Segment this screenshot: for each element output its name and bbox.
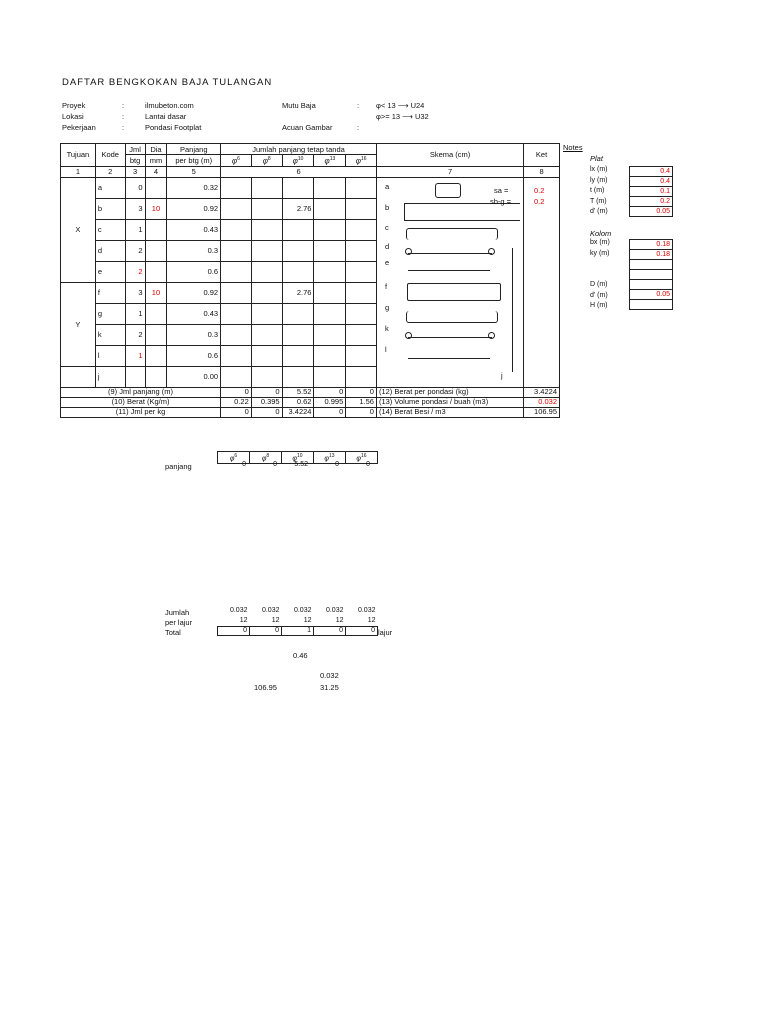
plat-label: Plat: [590, 154, 603, 163]
header-panjang: Panjang: [167, 144, 221, 155]
jumlah-value: 0.032: [293, 607, 312, 614]
mutu-line1: φ< 13 ⟶ U24: [376, 101, 425, 110]
bar-shape-e: [408, 270, 490, 271]
d13-cell: [314, 282, 346, 303]
d6-cell: [221, 324, 252, 345]
mutu-line2: φ>= 13 ⟶ U32: [376, 112, 429, 121]
summary-row: [61, 397, 560, 407]
d8-cell: [251, 198, 282, 219]
perlajur-label: per lajur: [165, 618, 193, 627]
perlajur-value: 12: [335, 617, 344, 624]
panjang-value: 5.52: [294, 461, 308, 468]
diameter-6-header: $\varphi^6$: [218, 452, 250, 464]
panjang-values: [217, 460, 372, 470]
d8-cell: [251, 219, 282, 240]
bar-shape-g: [406, 311, 498, 323]
d6-cell: [221, 366, 252, 387]
panjang-cell: 0.32: [167, 177, 221, 198]
d13-cell: [314, 324, 346, 345]
colnum: 6: [221, 166, 377, 177]
summary-ket: 106.95: [524, 407, 560, 417]
d16-cell: [346, 303, 377, 324]
d6-cell: [221, 177, 252, 198]
summary-value: 0: [346, 407, 377, 417]
note-value: 0.18: [630, 240, 673, 250]
notes-title: Notes: [563, 143, 583, 152]
d10-cell: [282, 366, 314, 387]
summary-label-2: (14) Berat Besi / m3: [376, 407, 523, 417]
d16-cell: [346, 282, 377, 303]
bar-shape-vertical: [512, 248, 513, 372]
header-jumlah: Jumlah panjang tetap tanda: [221, 144, 377, 155]
kolom-label: Kolom: [590, 229, 612, 238]
summary-value: 0: [314, 387, 346, 397]
diameter-10-header: $\varphi^{10}$: [282, 452, 314, 464]
d10-cell: 2.76: [282, 198, 314, 219]
extra-value-4: 31.25: [320, 683, 339, 692]
d6-cell: [221, 261, 252, 282]
d16-cell: [346, 261, 377, 282]
kolom-table: [629, 239, 673, 310]
jml-cell: 0: [125, 177, 145, 198]
colon: :: [122, 101, 125, 110]
tujuan-cell: [61, 366, 96, 387]
d16-cell: [346, 345, 377, 366]
d13-cell: [314, 198, 346, 219]
tujuan-cell: Y: [61, 282, 96, 366]
acuan-label: Acuan Gambar: [282, 123, 333, 132]
pekerjaan-value: Pondasi Footplat: [145, 123, 202, 132]
skema-label: d: [384, 241, 390, 251]
note-label: H (m): [590, 302, 608, 309]
colnum: 7: [376, 166, 523, 177]
skema-label: e: [384, 257, 390, 267]
skema-label: l: [384, 344, 387, 354]
bar-shape-d: [408, 253, 492, 254]
d10-cell: [282, 324, 314, 345]
panjang-cell: 0.6: [167, 261, 221, 282]
kode-cell: e: [95, 261, 125, 282]
d10-cell: 2.76: [282, 282, 314, 303]
summary-value: 0.62: [282, 397, 314, 407]
note-label: T (m): [590, 197, 607, 205]
hook-icon: [488, 248, 495, 255]
panjang-value: 0: [335, 461, 339, 468]
dia-cell: [145, 177, 167, 198]
diameter-8-header: $\varphi^8$: [250, 452, 282, 464]
diameter-13-header: $\varphi^{13}$: [314, 452, 346, 464]
jumlah-value: 0.032: [229, 607, 248, 614]
extra-value-2: 0.032: [320, 671, 339, 680]
ket-cell: [524, 177, 560, 387]
d13-cell: [314, 261, 346, 282]
colnum: 3: [125, 166, 145, 177]
dia-cell: [145, 303, 167, 324]
skema-label: f: [384, 281, 388, 291]
jumlah-label: Jumlah: [165, 608, 190, 617]
skema-label: k: [384, 323, 389, 333]
d10-cell: [282, 345, 314, 366]
panjang-cell: 0.00: [167, 366, 221, 387]
d8-cell: [251, 324, 282, 345]
note-value: 0.05: [630, 290, 673, 300]
note-label: d' (m): [590, 208, 608, 215]
lajur-label: lajur: [378, 628, 393, 637]
d13-cell: [314, 219, 346, 240]
colon: :: [122, 123, 125, 132]
dia-cell: 10: [145, 198, 167, 219]
jml-cell: 1: [125, 303, 145, 324]
kode-cell: b: [95, 198, 125, 219]
summary-label-2: (12) Berat per pondasi (kg): [376, 387, 523, 397]
panjang-value: 0: [242, 461, 246, 468]
pekerjaan-label: Pekerjaan: [62, 123, 96, 132]
perlajur-value: 12: [303, 617, 312, 624]
note-value: 0.05: [630, 207, 673, 217]
note-value: 0.4: [630, 177, 673, 187]
summary-value: 3.4224: [282, 407, 314, 417]
colnum: 8: [524, 166, 560, 177]
summary-label: (10) Berat (Kg/m): [61, 397, 221, 407]
note-value: 0.2: [630, 197, 673, 207]
header-jml-sub: btg: [125, 155, 145, 167]
document-title: DAFTAR BENGKOKAN BAJA TULANGAN: [62, 77, 273, 88]
note-value: [630, 270, 673, 280]
perlajur-value: 12: [271, 617, 280, 624]
summary-value: 0.995: [314, 397, 346, 407]
kode-cell: f: [95, 282, 125, 303]
jumlah-value: 0.032: [325, 607, 344, 614]
total-value: 0: [346, 627, 378, 636]
d6-cell: [221, 198, 252, 219]
dia-cell: [145, 324, 167, 345]
note-label: t (m): [590, 187, 605, 194]
summary-row: [61, 407, 560, 417]
summary-value: 0: [314, 407, 346, 417]
diameter-13-header: $\varphi^{13}$: [314, 155, 346, 167]
colon: :: [357, 101, 360, 110]
panjang-cell: 0.3: [167, 240, 221, 261]
d16-cell: [346, 219, 377, 240]
kode-cell: g: [95, 303, 125, 324]
panjang-label: panjang: [165, 462, 192, 471]
header-skema: Skema (cm): [376, 144, 523, 167]
d13-cell: [314, 345, 346, 366]
skema-label: g: [384, 302, 390, 312]
jml-cell: 1: [125, 345, 145, 366]
d16-cell: [346, 366, 377, 387]
dia-cell: [145, 366, 167, 387]
panjang-cell: 0.43: [167, 219, 221, 240]
perlajur-value: 12: [367, 617, 376, 624]
kode-cell: l: [95, 345, 125, 366]
column-number-row: [61, 166, 560, 177]
d16-cell: [346, 177, 377, 198]
jml-cell: [125, 366, 145, 387]
mutu-label: Mutu Baja: [282, 101, 316, 110]
jumlah-table: [217, 606, 378, 636]
table-row: [61, 177, 560, 198]
panjang-value: 0: [273, 461, 277, 468]
d13-cell: [314, 177, 346, 198]
skema-label: c: [384, 222, 389, 232]
panjang-cell: 0.6: [167, 345, 221, 366]
d10-cell: [282, 177, 314, 198]
bar-shape-c: [406, 228, 498, 240]
skema-label: a: [384, 181, 390, 191]
dia-cell: [145, 345, 167, 366]
kode-cell: j: [95, 366, 125, 387]
plat-table: [629, 166, 673, 217]
colnum: 4: [145, 166, 167, 177]
header-ket: Ket: [524, 144, 560, 167]
colnum: 2: [95, 166, 125, 177]
summary-value: 0: [221, 387, 252, 397]
header-dia-sub: mm: [145, 155, 167, 167]
d13-cell: [314, 303, 346, 324]
header-dia: Dia: [145, 144, 167, 155]
diameter-16-header: $\varphi^{16}$: [346, 452, 378, 464]
jumlah-value: 0.032: [261, 607, 280, 614]
dia-cell: 10: [145, 282, 167, 303]
extra-value-3: 106.95: [254, 683, 277, 692]
note-value: 0.4: [630, 167, 673, 177]
summary-label: (11) Jml per kg: [61, 407, 221, 417]
proyek-value: ilmubeton.com: [145, 101, 194, 110]
summary-label-2: (13) Volume pondasi / buah (m3): [376, 397, 523, 407]
kode-cell: c: [95, 219, 125, 240]
header-jml: Jml: [125, 144, 145, 155]
dia-cell: [145, 261, 167, 282]
summary-value: 0.395: [251, 397, 282, 407]
total-label: Total: [165, 628, 181, 637]
extra-value-1: 0.46: [293, 651, 308, 660]
d13-cell: [314, 240, 346, 261]
hook-icon: [405, 332, 412, 339]
d8-cell: [251, 303, 282, 324]
bar-shape-k: [408, 337, 492, 338]
tujuan-cell: X: [61, 177, 96, 282]
d10-cell: [282, 261, 314, 282]
note-label: D (m): [590, 281, 608, 288]
kode-cell: d: [95, 240, 125, 261]
skema-label: j: [500, 370, 503, 380]
note-label: ly (m): [590, 176, 608, 184]
colon: :: [357, 123, 360, 132]
panjang-cell: 0.92: [167, 198, 221, 219]
ket-sa-label: sa =: [494, 186, 509, 195]
panjang-cell: 0.3: [167, 324, 221, 345]
ket-sbg-label: sb-g =: [490, 197, 512, 206]
diameter-8-header: $\varphi^8$: [251, 155, 282, 167]
summary-label: (9) Jml panjang (m): [61, 387, 221, 397]
d16-cell: [346, 198, 377, 219]
bending-schedule-table: [60, 143, 560, 418]
d8-cell: [251, 345, 282, 366]
ket-sbg-value: 0.2: [534, 197, 545, 206]
kode-cell: a: [95, 177, 125, 198]
hook-icon: [488, 332, 495, 339]
d8-cell: [251, 366, 282, 387]
d6-cell: [221, 345, 252, 366]
note-value: [630, 260, 673, 270]
panjang-cell: 0.92: [167, 282, 221, 303]
d6-cell: [221, 240, 252, 261]
summary-value: 0: [346, 387, 377, 397]
bar-shape-f: [407, 283, 501, 301]
jml-cell: 3: [125, 282, 145, 303]
d6-cell: [221, 303, 252, 324]
d10-cell: [282, 240, 314, 261]
d16-cell: [346, 324, 377, 345]
summary-ket: 0.032: [524, 397, 560, 407]
jml-cell: 2: [125, 261, 145, 282]
d6-cell: [221, 282, 252, 303]
d16-cell: [346, 240, 377, 261]
jumlah-value: 0.032: [357, 607, 376, 614]
diameter-10-header: $\varphi^{10}$: [282, 155, 314, 167]
jml-cell: 3: [125, 198, 145, 219]
total-value: 0: [314, 627, 346, 636]
note-label: ky (m): [590, 249, 610, 257]
d10-cell: [282, 219, 314, 240]
total-value: 0: [250, 627, 282, 636]
colnum: 5: [167, 166, 221, 177]
summary-value: 5.52: [282, 387, 314, 397]
kode-cell: k: [95, 324, 125, 345]
lokasi-label: Lokasi: [62, 112, 84, 121]
note-value: [630, 280, 673, 290]
jml-cell: 2: [125, 324, 145, 345]
note-value: 0.18: [630, 250, 673, 260]
summary-value: 0: [251, 387, 282, 397]
header-kode: Kode: [95, 144, 125, 167]
total-value: 0: [218, 627, 250, 636]
d10-cell: [282, 303, 314, 324]
d8-cell: [251, 261, 282, 282]
d6-cell: [221, 219, 252, 240]
perlajur-value: 12: [239, 617, 248, 624]
diameter-6-header: $\varphi^6$: [221, 155, 252, 167]
summary-row: [61, 387, 560, 397]
jml-cell: 1: [125, 219, 145, 240]
proyek-label: Proyek: [62, 101, 86, 110]
summary-ket: 3.4224: [524, 387, 560, 397]
bar-shape-l: [408, 358, 490, 359]
note-label: bx (m): [590, 239, 610, 246]
panjang-cell: 0.43: [167, 303, 221, 324]
panjang-value: 0: [366, 461, 370, 468]
colnum: 1: [61, 166, 96, 177]
header-panjang-sub: per btg (m): [167, 155, 221, 167]
d8-cell: [251, 177, 282, 198]
diameter-16-header: $\varphi^{16}$: [346, 155, 377, 167]
summary-value: 0: [221, 407, 252, 417]
skema-label: b: [384, 202, 390, 212]
hook-icon: [405, 248, 412, 255]
summary-value: 1.56: [346, 397, 377, 407]
summary-value: 0.22: [221, 397, 252, 407]
lokasi-value: Lantai dasar: [145, 112, 187, 121]
dia-cell: [145, 240, 167, 261]
note-value: [630, 300, 673, 310]
colon: :: [122, 112, 125, 121]
bar-shape-a: [435, 183, 461, 198]
header-tujuan: Tujuan: [61, 144, 96, 167]
note-label: lx (m): [590, 166, 608, 173]
d8-cell: [251, 282, 282, 303]
dia-cell: [145, 219, 167, 240]
note-value: 0.1: [630, 187, 673, 197]
total-value: 1: [282, 627, 314, 636]
summary-value: 0: [251, 407, 282, 417]
jml-cell: 2: [125, 240, 145, 261]
d13-cell: [314, 366, 346, 387]
header-row-1: [61, 144, 560, 155]
d8-cell: [251, 240, 282, 261]
ket-sa-value: 0.2: [534, 186, 545, 195]
note-label: d' (m): [590, 291, 608, 299]
